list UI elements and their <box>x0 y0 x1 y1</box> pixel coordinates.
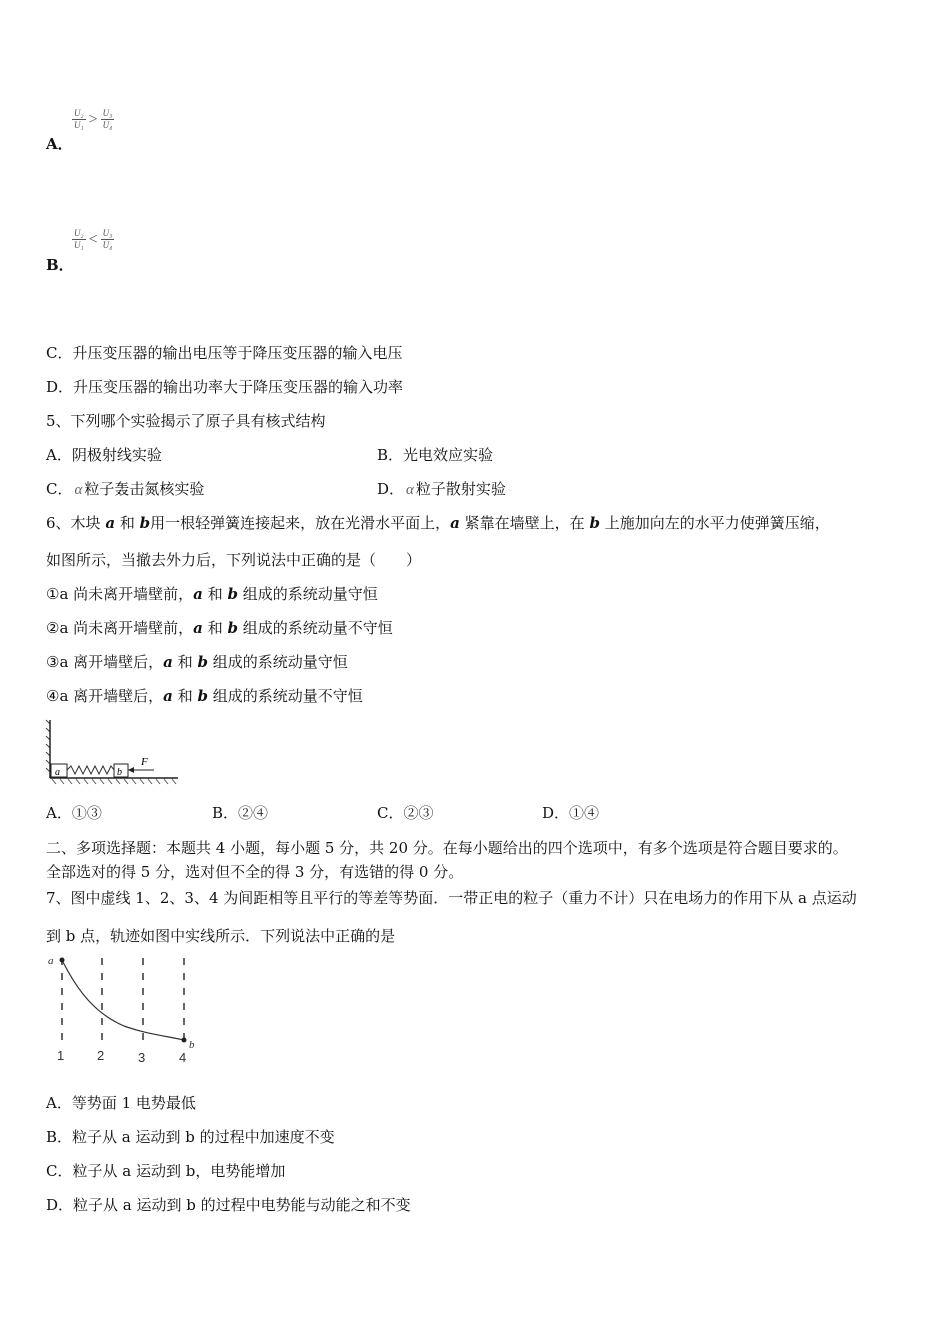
option-text: 粒子散射实验 <box>415 480 506 498</box>
fraction-denominator: U₁ <box>74 240 84 250</box>
statement-text: ①a 尚未离开墙壁前， <box>46 585 194 603</box>
alpha-symbol: α <box>406 482 414 498</box>
q6-stem-line1 <box>46 513 830 533</box>
var-b: b <box>227 585 238 603</box>
block-b-label: b <box>117 767 122 778</box>
fraction-numerator: U₂ <box>74 228 84 238</box>
force-arrow-head <box>128 767 134 773</box>
q6-statement-4 <box>46 686 363 706</box>
equipotential-label-2: 2 <box>97 1048 105 1063</box>
fraction-numerator: U₂ <box>74 108 84 118</box>
statement-text: 组成的系统动量 <box>242 619 348 637</box>
option-text: 粒子轰击氮核实验 <box>84 480 205 498</box>
stem-text: 上施加向左的水平力使弹簧压缩， <box>604 514 830 532</box>
force-label: F <box>141 756 148 768</box>
stem-text: 用一根轻弹簧连接起来，放在光滑水平面上， <box>150 514 451 532</box>
section2-heading-line2: 全部选对的得 5 分，选对但不全的得 3 分，有选错的得 0 分。 <box>46 863 464 881</box>
q6-option-b[interactable]: B．②④ <box>212 804 269 822</box>
var-a: a <box>163 687 173 705</box>
statement-text: 不守恒 <box>347 619 393 637</box>
option-label: D． <box>377 480 405 498</box>
q7-option-a[interactable]: A．等势面 1 电势最低 <box>46 1094 196 1112</box>
floor-hatching <box>52 779 176 784</box>
q6-option-d[interactable]: D．①④ <box>542 804 600 822</box>
q7-option-d[interactable]: D．粒子从 a 运动到 b 的过程中电势能与动能之和不变 <box>46 1196 411 1214</box>
statement-text: 组成的系统动量 <box>212 653 318 671</box>
var-a: a <box>450 514 460 532</box>
var-b: b <box>197 687 208 705</box>
fraction-numerator: U₃ <box>102 108 113 118</box>
q6-statement-2 <box>46 618 393 638</box>
var-a: a <box>193 585 203 603</box>
point-b <box>182 1038 187 1043</box>
var-a: a <box>163 653 173 671</box>
statement-text: 组成的系统动量 <box>242 585 348 603</box>
q7-stem-line2: 到 b 点，轨迹如图中实线所示．下列说法中正确的是 <box>46 927 396 945</box>
statement-text: 不守恒 <box>317 687 363 705</box>
q5-stem: 5、下列哪个实验揭示了原子具有核式结构 <box>46 412 326 430</box>
equipotential-figure <box>44 952 204 1070</box>
alpha-symbol: α <box>74 482 83 498</box>
q7-stem-line1: 7、图中虚线 1、2、3、4 为间距相等且平行的等差等势面．一带正电的粒子（重力不计）只在电场力的作用下从 a 点运动 <box>46 889 857 907</box>
particle-trajectory <box>62 960 184 1040</box>
q6-statement-3 <box>46 652 348 672</box>
statement-text: 和 <box>177 687 193 705</box>
q7-option-b[interactable]: B．粒子从 a 运动到 b 的过程中加速度不变 <box>46 1128 335 1146</box>
q5-option-a[interactable]: A．阴极射线实验 <box>46 446 162 464</box>
fraction-u2-u1 <box>72 228 86 251</box>
equipotential-label-3: 3 <box>138 1050 146 1065</box>
q6-stem-line2: 如图所示，当撤去外力后，下列说法中正确的是（ ） <box>46 551 422 569</box>
q4-option-a-label[interactable]: A． <box>46 135 73 153</box>
equipotential-label-4: 4 <box>179 1050 187 1065</box>
statement-text: 和 <box>207 619 223 637</box>
q6-option-a[interactable]: A．①③ <box>46 804 102 822</box>
fraction-u2-u1 <box>72 108 86 131</box>
q4-option-b-formula <box>72 228 114 251</box>
statement-text: 和 <box>207 585 223 603</box>
point-b-label: b <box>189 1039 195 1051</box>
var-a: a <box>105 514 116 532</box>
block-a-label: a <box>55 767 60 778</box>
q5-option-b[interactable]: B．光电效应实验 <box>377 446 494 464</box>
q4-option-a-formula <box>72 108 114 131</box>
q6-statement-1 <box>46 584 378 604</box>
stem-text: 和 <box>119 514 135 532</box>
fraction-denominator: U₄ <box>102 120 113 130</box>
section2-heading-line1: 二、多项选择题：本题共 4 小题，每小题 5 分，共 20 分。在每小题给出的四个选项中，有多个选项是符合题目要求的。 <box>46 839 848 857</box>
fraction-numerator: U₃ <box>102 228 113 238</box>
var-b: b <box>139 514 151 532</box>
fraction-u3-u4 <box>101 228 115 251</box>
relation-sign: < <box>88 230 98 248</box>
q6-option-c[interactable]: C．②③ <box>377 804 434 822</box>
statement-text: ③a 离开墙壁后， <box>46 653 164 671</box>
fraction-u3-u4 <box>101 108 115 131</box>
point-a-label: a <box>48 955 54 967</box>
spring-block-figure <box>44 718 180 788</box>
option-label: C． <box>46 480 73 498</box>
q7-option-c[interactable]: C．粒子从 a 运动到 b，电势能增加 <box>46 1162 286 1180</box>
statement-text: ④a 离开墙壁后， <box>46 687 164 705</box>
relation-sign: > <box>88 110 98 128</box>
var-b: b <box>227 619 238 637</box>
var-b: b <box>589 514 600 532</box>
q4-option-d[interactable]: D．升压变压器的输出功率大于降压变压器的输入功率 <box>46 378 404 396</box>
stem-text: 6、木块 <box>46 514 101 532</box>
equipotential-label-1: 1 <box>57 1048 65 1063</box>
statement-text: ②a 尚未离开墙壁前， <box>46 619 194 637</box>
q5-option-c[interactable] <box>46 479 204 500</box>
q4-option-c[interactable]: C．升压变压器的输出电压等于降压变压器的输入电压 <box>46 344 403 362</box>
q5-option-d[interactable] <box>377 479 506 500</box>
point-a <box>60 958 65 963</box>
var-a: a <box>193 619 203 637</box>
fraction-denominator: U₄ <box>102 240 113 250</box>
statement-text: 组成的系统动量 <box>212 687 318 705</box>
statement-text: 守恒 <box>317 653 348 671</box>
stem-text: 紧靠在墙壁上，在 <box>464 514 585 532</box>
statement-text: 守恒 <box>347 585 378 603</box>
var-b: b <box>197 653 208 671</box>
fraction-denominator: U₁ <box>74 120 84 130</box>
q4-option-b-label[interactable]: B． <box>46 256 74 274</box>
spring <box>67 766 114 774</box>
statement-text: 和 <box>177 653 193 671</box>
